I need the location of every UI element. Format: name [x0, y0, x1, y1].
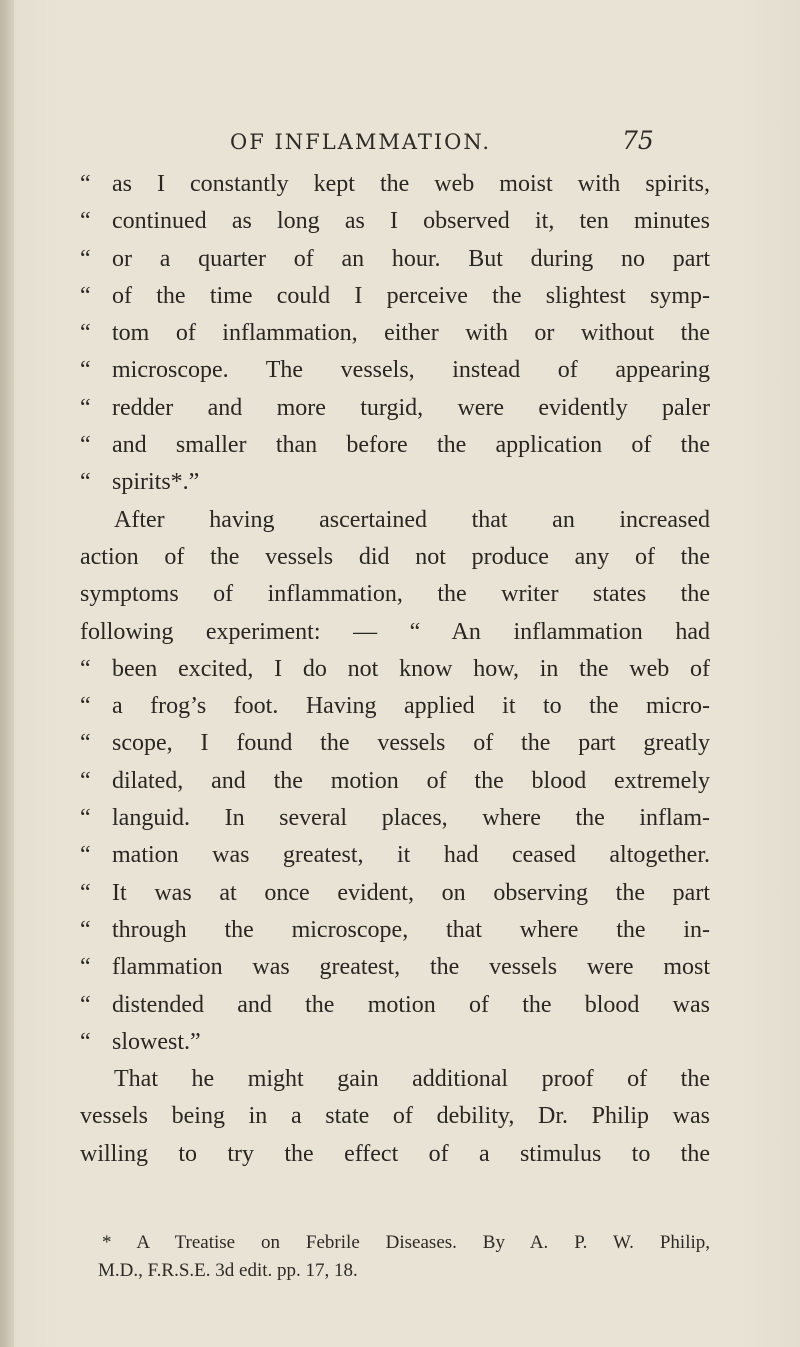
text-line: symptoms of inflammation, the writer states the	[80, 581, 710, 608]
opening-quote-mark: “	[80, 245, 91, 272]
quoted-line	[80, 800, 710, 837]
quoted-line	[80, 763, 710, 800]
text-line: That he might gain additional proof of the	[114, 1066, 710, 1093]
line-text: been excited, I do not know how, in the web of	[112, 655, 710, 682]
quoted-line	[80, 725, 710, 762]
running-title: OF INFLAMMATION.	[230, 130, 492, 154]
line-text: microscope. The vessels, instead of appearing	[112, 357, 710, 384]
opening-quote-mark: “	[80, 805, 91, 832]
quoted-line	[80, 987, 710, 1024]
quoted-line	[80, 352, 710, 389]
paragraph-after-having	[80, 502, 710, 651]
quoted-line	[80, 949, 710, 986]
opening-quote-mark: “	[80, 320, 91, 347]
quoted-line	[80, 427, 710, 464]
footnote	[98, 1229, 710, 1285]
line-text: or a quarter of an hour. But during no part	[112, 245, 710, 272]
opening-quote-mark: “	[80, 655, 91, 682]
line-text: mation was greatest, it had ceased altogether.	[112, 842, 710, 869]
line-text: a frog’s foot. Having applied it to the micro-	[112, 693, 710, 720]
line-text: of the time could I perceive the slightest symp-	[112, 282, 710, 309]
quoted-line	[80, 464, 710, 501]
line-text: tom of inflammation, either with or without the	[112, 320, 710, 347]
text-line: following experiment: — “ An inflammation had	[80, 618, 710, 645]
opening-quote-mark: “	[80, 991, 91, 1018]
opening-quote-mark: “	[80, 767, 91, 794]
quoted-line	[80, 278, 710, 315]
opening-quote-mark: “	[80, 954, 91, 981]
opening-quote-mark: “	[80, 357, 91, 384]
line-text: scope, I found the vessels of the part greatly	[112, 730, 710, 757]
opening-quote-mark: “	[80, 432, 91, 459]
opening-quote-mark: “	[80, 842, 91, 869]
paragraph-that-he-might	[80, 1061, 710, 1173]
opening-quote-mark: “	[80, 282, 91, 309]
line-text: spirits*.”	[112, 469, 200, 496]
opening-quote-mark: “	[80, 879, 91, 906]
quoted-line	[80, 912, 710, 949]
line-text: and smaller than before the application of the	[112, 432, 710, 459]
text-line: action of the vessels did not produce any of the	[80, 543, 710, 570]
quoted-line	[80, 1024, 710, 1061]
footnote-line: M.D., F.R.S.E. 3d edit. pp. 17, 18.	[98, 1260, 358, 1281]
line-text: redder and more turgid, were evidently paler	[112, 394, 710, 421]
line-text: languid. In several places, where the inflam-	[112, 805, 710, 832]
opening-quote-mark: “	[80, 1028, 91, 1055]
quoted-line	[80, 837, 710, 874]
line-text: It was at once evident, on observing the part	[112, 879, 710, 906]
opening-quote-mark: “	[80, 730, 91, 757]
line-text: slowest.”	[112, 1028, 201, 1055]
quoted-line	[80, 688, 710, 725]
quoted-line	[80, 390, 710, 427]
line-text: distended and the motion of the blood was	[112, 991, 710, 1018]
quoted-line	[80, 166, 710, 203]
line-text: dilated, and the motion of the blood extremely	[112, 767, 710, 794]
opening-quote-mark: “	[80, 208, 91, 235]
quotation-block-2	[80, 651, 710, 1061]
opening-quote-mark: “	[80, 394, 91, 421]
quoted-line	[80, 203, 710, 240]
quoted-line	[80, 651, 710, 688]
body-text	[80, 166, 710, 1173]
opening-quote-mark: “	[80, 171, 91, 197]
line-text: through the microscope, that where the in-	[112, 916, 710, 943]
quoted-line	[80, 315, 710, 352]
text-line: willing to try the effect of a stimulus to the	[80, 1140, 710, 1167]
line-text: continued as long as I observed it, ten minutes	[112, 208, 710, 235]
text-line: After having ascertained that an increased	[114, 506, 710, 533]
page-number: 75	[622, 126, 654, 155]
quotation-block-1	[80, 166, 710, 502]
opening-quote-mark: “	[80, 693, 91, 720]
quoted-line	[80, 875, 710, 912]
page-binding-edge	[0, 0, 14, 1347]
quoted-line	[80, 241, 710, 278]
opening-quote-mark: “	[80, 469, 91, 496]
text-line: vessels being in a state of debility, Dr. Philip was	[80, 1103, 710, 1130]
line-text: as I constantly kept the web moist with spirits,	[112, 171, 710, 197]
line-text: flammation was greatest, the vessels were most	[112, 954, 710, 981]
footnote-line: * A Treatise on Febrile Diseases. By A. P. W. Philip,	[102, 1232, 710, 1253]
opening-quote-mark: “	[80, 916, 91, 943]
